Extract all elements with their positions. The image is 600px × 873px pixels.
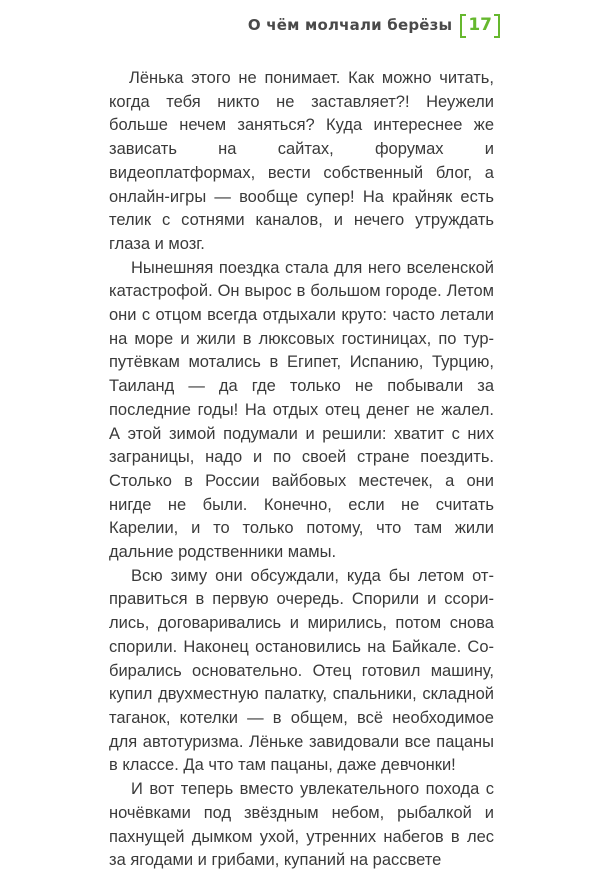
running-title: О чём молчали берёзы	[247, 16, 453, 34]
paragraph-1: Лёнька этого не понимает. Как можно читать, когда тебя никто не заставляет?! Неужели больше нечем заняться? Куда интереснее же зависать на сайтах, форумах и видеоплатформах, вести собственный блог, а онлайн-игры — вообще супер! На крайняк есть телик с сотнями каналов, и нечего утруждать глаза и мозг.	[109, 69, 494, 253]
paragraph-3: Всю зиму они обсуждали, куда бы летом отправиться в первую очередь. Спорили и ссорились, договаривались и мирились, потом снова спорили. Наконец остановились на Байкале. Собирались основательно. Отец готовил машину, купил двухместную палатку, спальники, складной таганок, котелки — в общем, всё необходимое для автотуризма. Лёньке завидовали все пацаны в классе. Да что там пацаны, даже девчонки!	[109, 566, 494, 775]
page-number	[460, 14, 500, 36]
paragraph-4: И вот теперь вместо увлекательного похода с ночёвками под звёздным небом, рыбалкой и пахнущей дымком ухой, утренних набегов в лес за ягодами и грибами, купаний на рассвете	[109, 780, 494, 870]
paragraph-2: Нынешняя поездка стала для него вселенской катастрофой. Он вырос в большом городе. Летом они с отцом всегда отдыхали круто: часто летали на море и жили в люксовых гостиницах, по турпутёвкам мотались в Египет, Испанию, Турцию, Таиланд — да где только не побывали за последние годы! На отдых отец денег не жалел. А этой зимой подумали и решили: хватит с них заграницы, надо и по своей стране поездить. Столько в России вайбовых местечек, а они нигде не были. Конечно, если не считать Карелии, и то только потому, что там жили дальние родственники мамы.	[109, 258, 494, 562]
page-number-text: 17	[468, 15, 492, 35]
running-header	[248, 14, 500, 36]
body-text	[109, 67, 494, 873]
